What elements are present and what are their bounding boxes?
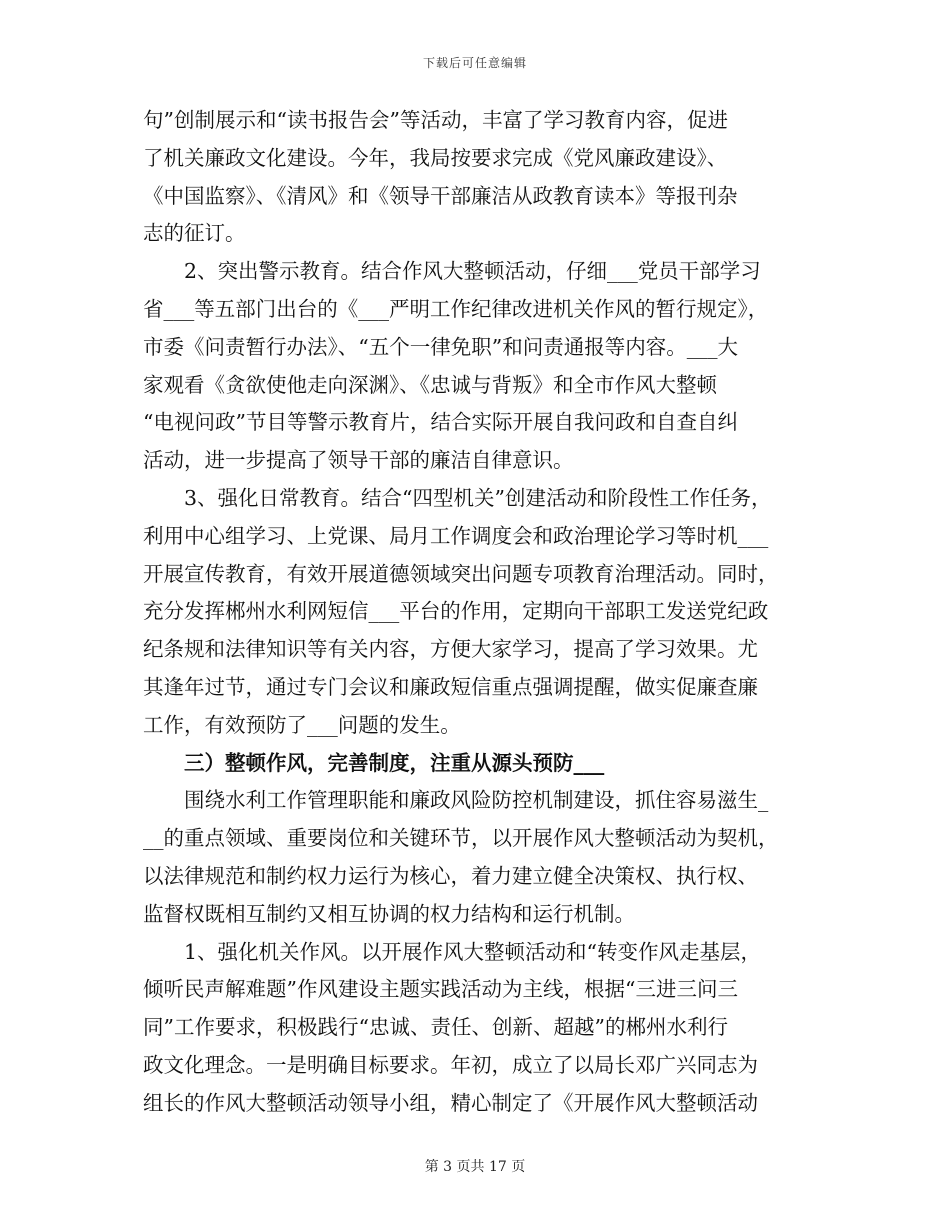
text-line: 了机关廉政文化建设。今年，我局按要求完成《党风廉政建设》、 [143,145,728,170]
text-line: 围绕水利工作管理职能和廉政风险防控机制建设，抓住容易滋生_ [143,788,769,813]
text-line: 句”创制展示和“读书报告会”等活动，丰富了学习教育内容，促进 [143,108,728,132]
page-footer: 第 3 页共 17 页 [424,1159,526,1175]
text-line: 志的征订。 [143,221,246,246]
text-line: 监督权既相互制约又相互协调的权力结构和运行机制。 [143,901,635,926]
section-heading: 三）整顿作风，完善制度，注重从源头预防___ [143,750,605,775]
text-line: 市委《问责暂行办法》、“五个一律免职”和问责通报等内容。___大 [143,334,738,359]
text-line: 以法律规范和制约权力运行为核心，着力建立健全决策权、执行权、 [143,863,758,888]
text-line: 3、强化日常教育。结合“四型机关”创建活动和阶段性工作任务， [143,485,772,510]
text-line: 同”工作要求，积极践行“忠诚、责任、创新、超越”的郴州水利行 [143,1015,728,1040]
text-line: 纪条规和法律知识等有关内容，方便大家学习，提高了学习效果。尤 [143,637,758,662]
text-line: 家观看《贪欲使他走向深渊》、《忠诚与背叛》和全市作风大整顿 [143,372,717,397]
text-line: 省___等五部门出台的《___严明工作纪律改进机关作风的暂行规定》， [143,296,769,321]
text-line: 利用中心组学习、上党课、局月工作调度会和政治理论学习等时机___ [143,523,769,548]
page-header: 下载后可任意编辑 [422,56,527,70]
text-line: 《中国监察》、《清风》和《领导干部廉洁从政教育读本》等报刊杂 [143,183,738,208]
text-line: 2、突出警示教育。结合作风大整顿活动，仔细___党员干部学习 [143,259,761,284]
text-line: 1、强化机关作风。以开展作风大整顿活动和“转变作风走基层， [143,939,762,964]
text-line: 其逢年过节，通过专门会议和廉政短信重点强调提醒，做实促廉查廉 [143,674,758,699]
text-line: “电视问政”节目等警示教育片，结合实际开展自我问政和自查自纠 [143,410,738,435]
text-line: 组长的作风大整顿活动领导小组，精心制定了《开展作风大整顿活动 [143,1090,758,1115]
document-body [143,102,808,1123]
text-line: __的重点领域、重要岗位和关键环节，以开展作风大整顿活动为契机， [143,826,779,851]
text-line: 充分发挥郴州水利网短信___平台的作用，定期向干部职工发送党纪政 [143,599,769,624]
text-line: 开展宣传教育，有效开展道德领域突出问题专项教育治理活动。同时， [143,561,779,586]
text-line: 政文化理念。一是明确目标要求。年初，成立了以局长邓广兴同志为 [143,1052,758,1077]
text-line: 活动，进一步提高了领导干部的廉洁自律意识。 [143,448,574,473]
text-line: 工作，有效预防了___问题的发生。 [143,712,461,737]
text-line: 倾听民声解难题”作风建设主题实践活动为主线，根据“三进三问三 [143,977,738,1002]
